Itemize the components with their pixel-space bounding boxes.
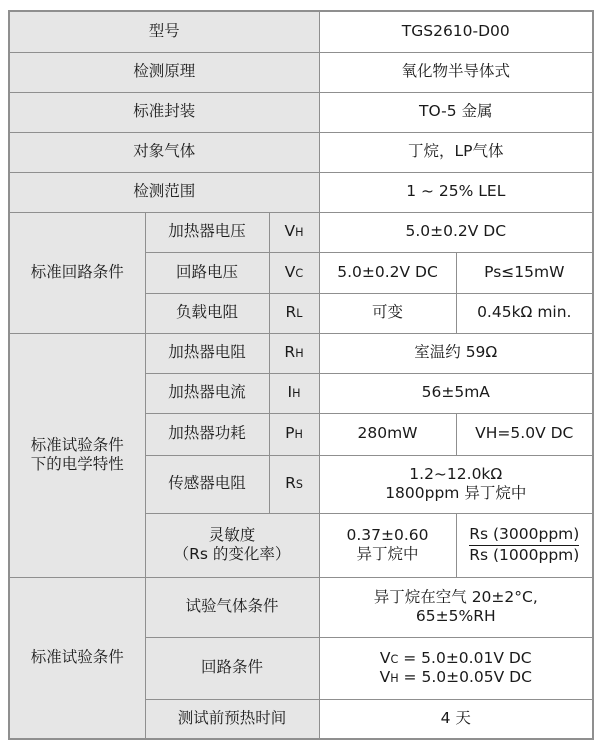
- row-test-gas: [9, 577, 593, 637]
- principle-label: 检测原理: [9, 52, 319, 92]
- heater-voltage-value: 5.0±0.2V DC: [319, 212, 593, 252]
- preheat-value: 4 天: [319, 699, 593, 739]
- row-heater-voltage: [9, 212, 593, 252]
- gas-label: 对象气体: [9, 132, 319, 172]
- test-gas-label: 试验气体条件: [145, 577, 319, 637]
- heater-resistance-symbol: RH: [269, 333, 319, 373]
- heater-current-label: 加热器电流: [145, 373, 269, 413]
- test-circuit-value: VC = 5.0±0.01V DC VH = 5.0±0.05V DC: [319, 637, 593, 699]
- load-resistance-symbol: RL: [269, 293, 319, 333]
- circuit-group-label: 标准回路条件: [9, 212, 145, 333]
- test-gas-value: 异丁烷在空气 20±2°C, 65±5%RH: [319, 577, 593, 637]
- circuit-voltage-note: Ps≤15mW: [456, 252, 593, 293]
- sensitivity-label: 灵敏度 （Rs 的变化率）: [145, 513, 319, 577]
- range-value: 1 ~ 25% LEL: [319, 172, 593, 212]
- electrical-group-label: 标准试验条件 下的电学特性: [9, 333, 145, 577]
- circuit-voltage-label: 回路电压: [145, 252, 269, 293]
- sensitivity-value: 0.37±0.60 异丁烷中: [319, 513, 456, 577]
- model-value: TGS2610-D00: [319, 11, 593, 52]
- heater-power-value: 280mW: [319, 413, 456, 455]
- sensor-resistance-value: 1.2~12.0kΩ 1800ppm 异丁烷中: [319, 455, 593, 513]
- heater-current-symbol: IH: [269, 373, 319, 413]
- row-model: [9, 11, 593, 52]
- heater-resistance-label: 加热器电阻: [145, 333, 269, 373]
- row-gas: [9, 132, 593, 172]
- package-value: TO-5 金属: [319, 92, 593, 132]
- load-resistance-value: 可变: [319, 293, 456, 333]
- model-label: 型号: [9, 11, 319, 52]
- row-principle: [9, 52, 593, 92]
- principle-value: 氧化物半导体式: [319, 52, 593, 92]
- row-heater-resistance: [9, 333, 593, 373]
- ratio-denominator: Rs (1000ppm): [469, 545, 580, 564]
- package-label: 标准封装: [9, 92, 319, 132]
- circuit-voltage-symbol: VC: [269, 252, 319, 293]
- heater-voltage-symbol: VH: [269, 212, 319, 252]
- preheat-label: 测试前预热时间: [145, 699, 319, 739]
- heater-power-note: VH=5.0V DC: [456, 413, 593, 455]
- ratio-numerator: Rs (3000ppm): [469, 525, 579, 545]
- row-package: [9, 92, 593, 132]
- heater-power-symbol: PH: [269, 413, 319, 455]
- heater-resistance-value: 室温约 59Ω: [319, 333, 593, 373]
- load-resistance-note: 0.45kΩ min.: [456, 293, 593, 333]
- gas-value: 丁烷，LP气体: [319, 132, 593, 172]
- heater-current-value: 56±5mA: [319, 373, 593, 413]
- circuit-voltage-value: 5.0±0.2V DC: [319, 252, 456, 293]
- sensor-resistance-label: 传感器电阻: [145, 455, 269, 513]
- sensitivity-ratio: [456, 513, 593, 577]
- spec-table: [8, 10, 594, 740]
- row-range: [9, 172, 593, 212]
- heater-voltage-label: 加热器电压: [145, 212, 269, 252]
- test-circuit-label: 回路条件: [145, 637, 319, 699]
- range-label: 检测范围: [9, 172, 319, 212]
- load-resistance-label: 负载电阻: [145, 293, 269, 333]
- heater-power-label: 加热器功耗: [145, 413, 269, 455]
- test-group-label: 标准试验条件: [9, 577, 145, 739]
- sensor-resistance-symbol: RS: [269, 455, 319, 513]
